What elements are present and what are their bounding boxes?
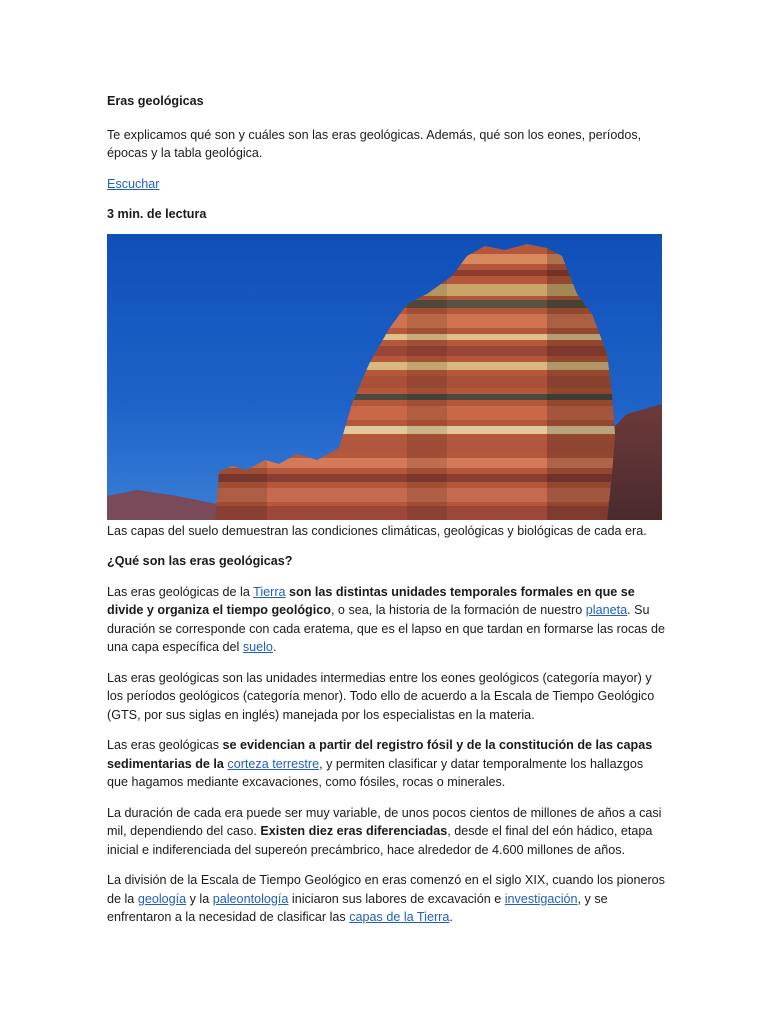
link-geologia[interactable]: geología: [137, 891, 187, 906]
p1-text-5: .: [272, 640, 277, 654]
paragraph-5: [107, 871, 667, 927]
read-time: 3 min. de lectura: [107, 207, 207, 221]
paragraph-4: [107, 804, 667, 860]
listen-row: [107, 175, 667, 194]
paragraph-1: [107, 583, 667, 657]
link-suelo[interactable]: suelo: [242, 640, 273, 654]
paragraph-2: Las eras geológicas son las unidades intermedias entre los eones geológicos (categoría mayor) y los períodos geológicos (categoría menor). Todo ello de acuerdo a la Escala de Tiempo Geológico (GTS, por sus siglas en inglés) manejada por los especialistas en la materia.: [107, 670, 655, 722]
p5-text-4: , y se enfrentaron a la necesidad de clasificar las: [107, 891, 608, 924]
rock-strata-image: [107, 234, 662, 520]
article: [107, 92, 667, 939]
p3-text-3: , y permiten clasificar y datar temporalmente los hallazgos que hagamos mediante excavaciones, como fósiles, rocas o minerales.: [107, 756, 644, 789]
link-tierra[interactable]: Tierra: [253, 584, 286, 599]
paragraph-3: [107, 736, 667, 792]
listen-link[interactable]: Escuchar: [107, 176, 160, 191]
p1-text-1: Las eras geológicas de la: [107, 584, 254, 599]
p1-text-4: . Su duración se corresponde con cada eratema, que es el lapso en que tardan en formarse las rocas de una capa específica del: [107, 603, 665, 654]
link-paleontologia[interactable]: paleontología: [212, 891, 289, 906]
p1-bold-text: son las distintas unidades temporales formales en que se divide y organiza el tiempo geológico: [107, 584, 635, 617]
p4-bold-text: Existen diez eras diferenciadas: [260, 824, 448, 838]
p3-text-1: Las eras geológicas: [107, 738, 223, 752]
article-intro: Te explicamos qué son y cuáles son las eras geológicas. Además, qué son los eones, períodos, épocas y la tabla geológica.: [107, 127, 642, 160]
p3-bold-text: se evidencian a partir del registro fósil y de la constitución de las capas sedimentarias de la: [107, 738, 653, 771]
section-heading: ¿Qué son las eras geológicas?: [107, 554, 293, 568]
link-planeta[interactable]: planeta: [585, 603, 628, 617]
link-capas-de-la-tierra[interactable]: capas de la Tierra: [349, 910, 450, 924]
p4-text-1: La duración de cada era puede ser muy variable, de unos pocos cientos de millones de años a casi mil, dependiendo del caso.: [107, 805, 662, 838]
p5-text-3: iniciaron sus labores de excavación e: [288, 891, 505, 906]
p5-text-1: La división de la Escala de Tiempo Geológico en eras comenzó en el siglo XIX, cuando los pioneros de la: [107, 873, 665, 906]
p4-text-3: , desde el final del eón hádico, etapa inicial e indiferenciada del supereón precámbrico, hace alrededor de 4.600 millones de años.: [107, 824, 653, 857]
p5-text-5: .: [449, 910, 453, 924]
link-investigacion[interactable]: investigación: [504, 891, 578, 906]
page-title: Eras geológicas: [107, 94, 204, 108]
image-caption: Las capas del suelo demuestran las condiciones climáticas, geológicas y biológicas de cada era.: [107, 523, 647, 538]
p1-text-3: , o sea, la historia de la formación de nuestro: [330, 603, 586, 617]
link-corteza-terrestre[interactable]: corteza terrestre: [227, 756, 320, 771]
p5-text-2: y la: [186, 891, 213, 906]
